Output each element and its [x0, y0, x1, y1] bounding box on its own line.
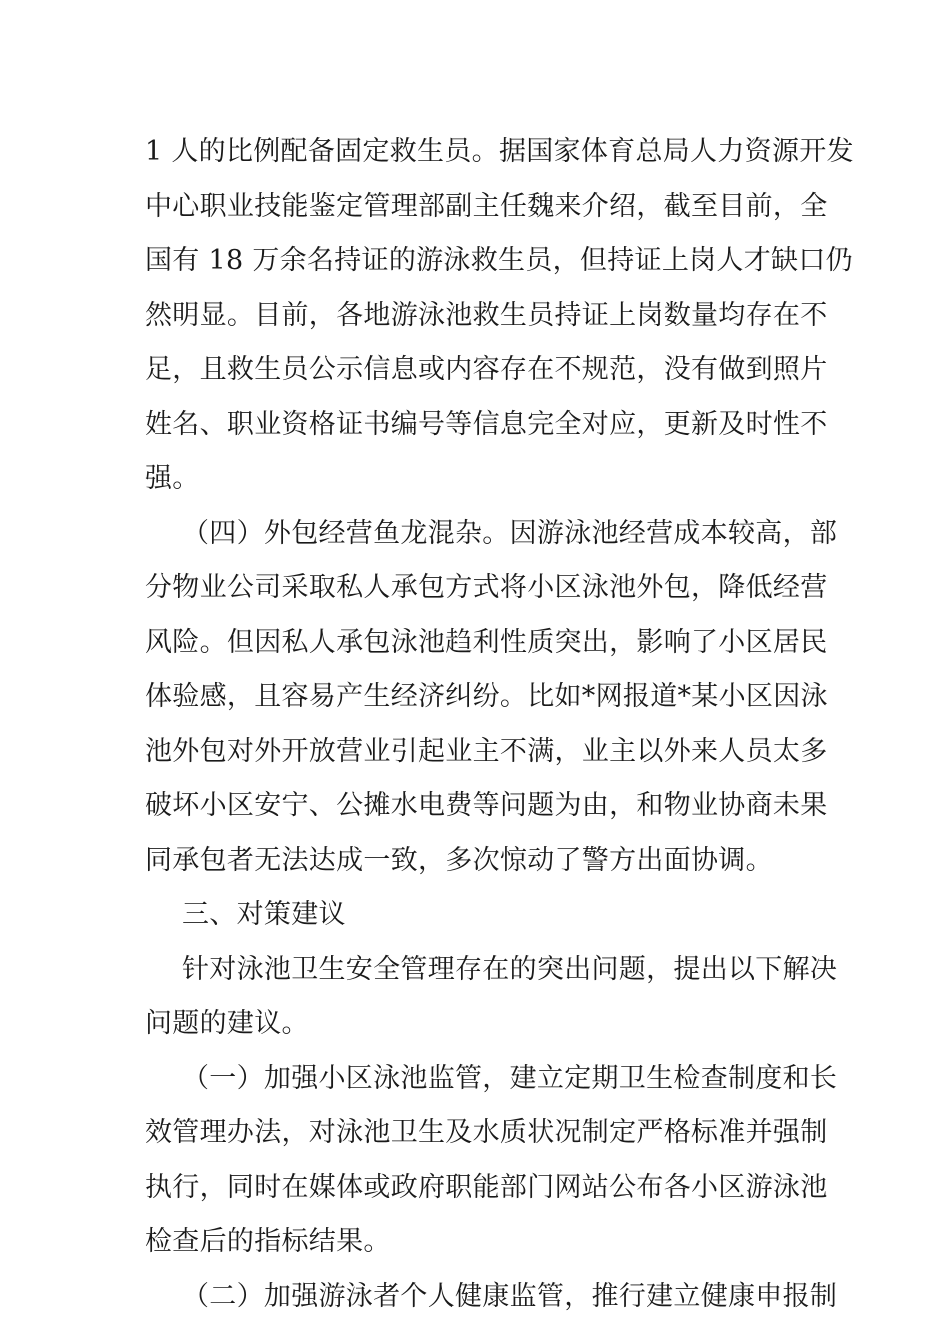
text-line-2: 中心职业技能鉴定管理部副主任魏来介绍，截至目前，全 [145, 190, 828, 222]
text-line-3: 国有 18 万余名持证的游泳救生员，但持证上岗人才缺口仍 [145, 245, 853, 276]
text-line-12: 池外包对外开放营业引起业主不满，业主以外来人员太多 [145, 735, 828, 767]
text-line-10: 风险。但因私人承包泳池趋利性质突出，影响了小区居民 [145, 626, 828, 658]
text-line-13: 破坏小区安宁、公摊水电费等问题为由，和物业协商未果 [145, 790, 828, 821]
section-heading-outsourcing: （四）外包经营鱼龙混杂。因游泳池经营成本较高，部 [182, 517, 838, 549]
text-line-5: 足，且救生员公示信息或内容存在不规范，没有做到照片 [145, 354, 828, 385]
text-line-21: 检查后的指标结果。 [145, 1226, 391, 1257]
section-heading-countermeasures: 三、对策建议 [182, 899, 346, 930]
text-line-16: 针对泳池卫生安全管理存在的突出问题，提出以下解决 [182, 953, 838, 985]
body-text [145, 125, 854, 1324]
text-line-19: 效管理办法，对泳池卫生及水质状况制定严格标准并强制 [145, 1117, 828, 1148]
text-line-7: 强。 [145, 463, 200, 494]
text-line-4: 然明显。目前，各地游泳池救生员持证上岗数量均存在不 [145, 299, 828, 331]
text-line-20: 执行，同时在媒体或政府职能部门网站公布各小区游泳池 [145, 1171, 828, 1203]
text-line-9: 分物业公司采取私人承包方式将小区泳池外包，降低经营 [145, 572, 828, 603]
suggestion-two: （二）加强游泳者个人健康监管，推行建立健康申报制 [182, 1280, 838, 1312]
text-line-6: 姓名、职业资格证书编号等信息完全对应，更新及时性不 [145, 408, 828, 440]
text-line-14: 同承包者无法达成一致，多次惊动了警方出面协调。 [145, 844, 773, 876]
text-line-17: 问题的建议。 [145, 1008, 309, 1039]
suggestion-one: （一）加强小区泳池监管，建立定期卫生检查制度和长 [182, 1062, 838, 1094]
text-line-11: 体验感，且容易产生经济纠纷。比如*网报道*某小区因泳 [145, 681, 828, 712]
text-line-1: 1 人的比例配备固定救生员。据国家体育总局人力资源开发 [145, 136, 854, 167]
